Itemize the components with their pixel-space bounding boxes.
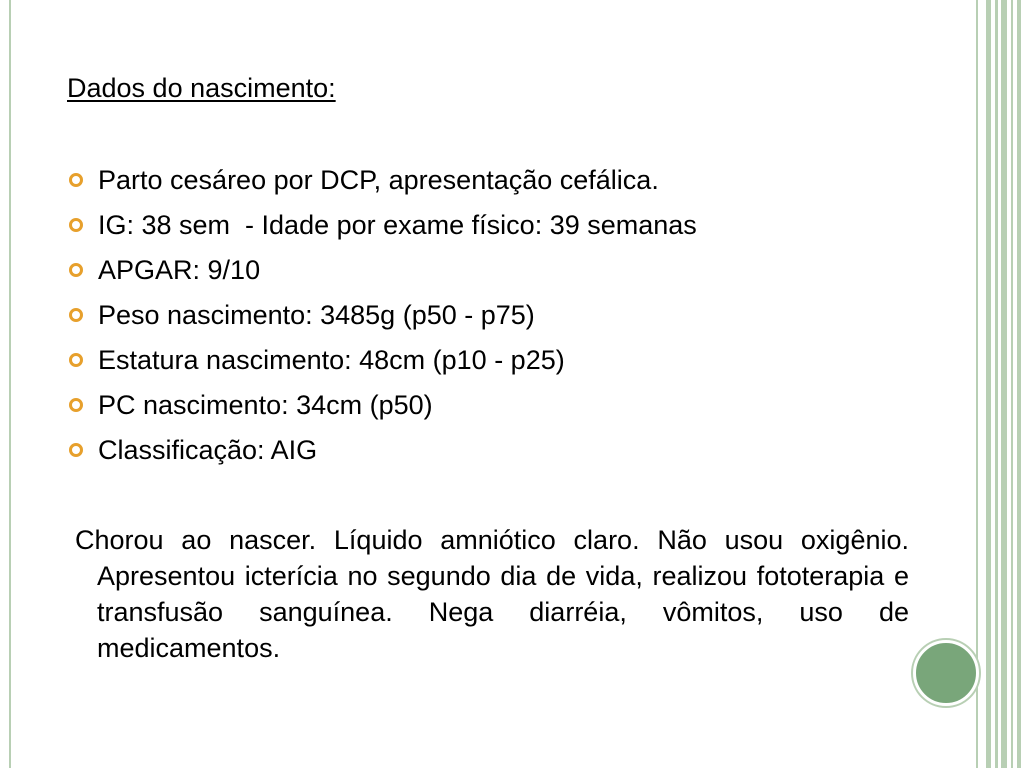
list-item [67, 158, 697, 203]
list-item [67, 428, 697, 473]
bullet-icon [69, 398, 83, 412]
bullet-text: APGAR: 9/10 [98, 255, 261, 285]
list-item [67, 383, 697, 428]
bullet-icon [69, 263, 83, 277]
border-stripe [976, 0, 978, 768]
bullet-icon [69, 308, 83, 322]
green-circle-decoration [913, 640, 979, 706]
list-item [67, 293, 697, 338]
list-item [67, 338, 697, 383]
slide-right-border-stripes [976, 0, 1024, 768]
slide-content [67, 66, 912, 663]
bullet-icon [69, 218, 83, 232]
bullet-text: Peso nascimento: 3485g (p50 - p75) [98, 300, 535, 330]
border-stripe [986, 0, 991, 768]
border-stripe [1017, 0, 1021, 768]
clinical-notes-paragraph: Chorou ao nascer. Líquido amniótico claro. Não usou oxigênio. Apresentou icterícia no segundo dia de vida, realizou fototerapia e transfusão sanguínea. Nega diarréia, vômitos, uso de medicamentos. [75, 525, 909, 663]
bullet-text: Estatura nascimento: 48cm (p10 - p25) [98, 345, 565, 375]
bullet-text: Classificação: AIG [98, 435, 318, 465]
list-item [67, 248, 697, 293]
border-stripe [995, 0, 998, 768]
bullet-list [67, 158, 697, 473]
bullet-icon [69, 443, 83, 457]
list-item [67, 203, 697, 248]
bullet-text: PC nascimento: 34cm (p50) [98, 390, 433, 420]
bullet-icon [69, 173, 83, 187]
border-stripe [1001, 0, 1007, 768]
bullet-text: IG: 38 sem - Idade por exame físico: 39 semanas [98, 210, 697, 240]
bullet-text: Parto cesáreo por DCP, apresentação cefálica. [98, 165, 659, 195]
slide-heading: Dados do nascimento: [67, 73, 336, 103]
bullet-icon [69, 353, 83, 367]
border-stripe [1011, 0, 1013, 768]
slide-left-border [9, 0, 11, 768]
